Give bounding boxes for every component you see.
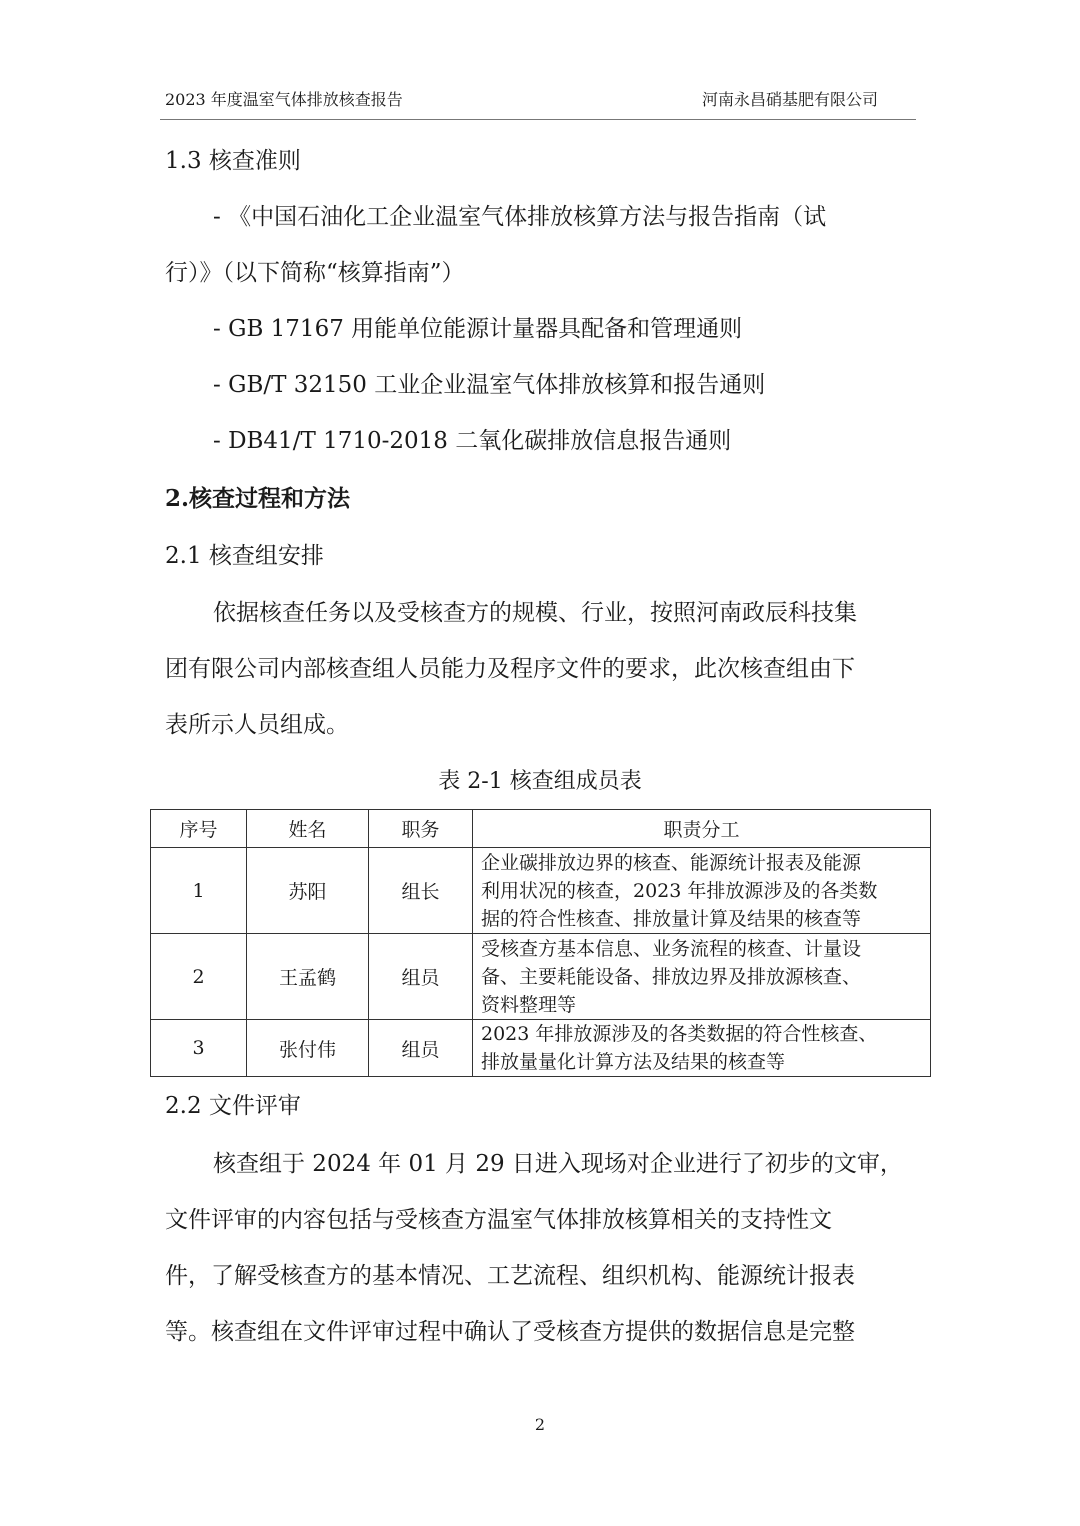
cell-no: 1 <box>151 848 247 934</box>
duty-line: 受核查方基本信息、业务流程的核查、计量设 <box>481 937 862 960</box>
duty-line: 2023 年排放源涉及的各类数据的符合性核查、 <box>481 1023 878 1045</box>
cell-duty <box>473 848 931 934</box>
table-row <box>151 1020 931 1077</box>
criteria-item: - GB/T 32150 工业企业温室气体排放核算和报告通则 <box>213 372 766 398</box>
paragraph-line: 团有限公司内部核查组人员能力及程序文件的要求，此次核查组由下 <box>165 656 855 682</box>
paragraph-line: 核查组于 2024 年 01 月 29 日进入现场对企业进行了初步的文审， <box>213 1151 903 1177</box>
cell-role: 组长 <box>369 848 473 934</box>
duty-line: 利用状况的核查，2023 年排放源涉及的各类数 <box>481 879 878 902</box>
table-caption: 表 2-1 核查组成员表 <box>438 769 642 794</box>
paragraph-line: 件，了解受核查方的基本情况、工艺流程、组织机构、能源统计报表 <box>165 1263 855 1289</box>
criteria-item: - GB 17167 用能单位能源计量器具配备和管理通则 <box>213 316 743 342</box>
duty-line: 据的符合性核查、排放量计算及结果的核查等 <box>481 907 862 930</box>
table-header-row <box>151 810 931 848</box>
column-header-role: 职务 <box>369 810 473 848</box>
criteria-item: 行）》（以下简称“核算指南”） <box>165 260 465 286</box>
cell-role: 组员 <box>369 1020 473 1077</box>
cell-name: 苏阳 <box>247 848 369 934</box>
page-number: 2 <box>534 1415 546 1434</box>
duty-line: 企业碳排放边界的核查、能源统计报表及能源 <box>481 851 862 874</box>
cell-duty <box>473 934 931 1020</box>
duty-line: 备、主要耗能设备、排放边界及排放源核查、 <box>481 965 862 988</box>
cell-no: 2 <box>151 934 247 1020</box>
column-header-name: 姓名 <box>247 810 369 848</box>
criteria-item: - 《中国石油化工企业温室气体排放核算方法与报告指南（试 <box>213 204 827 230</box>
duty-line: 排放量量化计算方法及结果的核查等 <box>481 1051 786 1073</box>
header-report-title: 2023 年度温室气体排放核查报告 <box>165 90 403 109</box>
section-2-2-heading: 2.2 文件评审 <box>165 1093 301 1119</box>
table-row <box>151 848 931 934</box>
cell-duty <box>473 1020 931 1077</box>
section-2-heading: 2.核查过程和方法 <box>165 485 351 512</box>
criteria-item: - DB41/T 1710-2018 二氧化碳排放信息报告通则 <box>213 428 732 454</box>
staff-table <box>150 809 931 1077</box>
paragraph-line: 表所示人员组成。 <box>165 712 349 738</box>
paragraph-line: 等。核查组在文件评审过程中确认了受核查方提供的数据信息是完整 <box>165 1319 855 1345</box>
column-header-duty: 职责分工 <box>473 810 931 848</box>
table-row <box>151 934 931 1020</box>
duty-line: 资料整理等 <box>481 993 577 1016</box>
cell-role: 组员 <box>369 934 473 1020</box>
column-header-no: 序号 <box>151 810 247 848</box>
section-2-1-heading: 2.1 核查组安排 <box>165 543 324 569</box>
cell-name: 王孟鹤 <box>247 934 369 1020</box>
cell-name: 张付伟 <box>247 1020 369 1077</box>
paragraph-line: 文件评审的内容包括与受核查方温室气体排放核算相关的支持性文 <box>165 1207 832 1233</box>
section-1-3-heading: 1.3 核查准则 <box>165 148 301 174</box>
paragraph-line: 依据核查任务以及受核查方的规模、行业，按照河南政辰科技集 <box>213 600 857 626</box>
cell-no: 3 <box>151 1020 247 1077</box>
header-company-name: 河南永昌硝基肥有限公司 <box>702 90 879 109</box>
header-divider <box>160 119 916 120</box>
